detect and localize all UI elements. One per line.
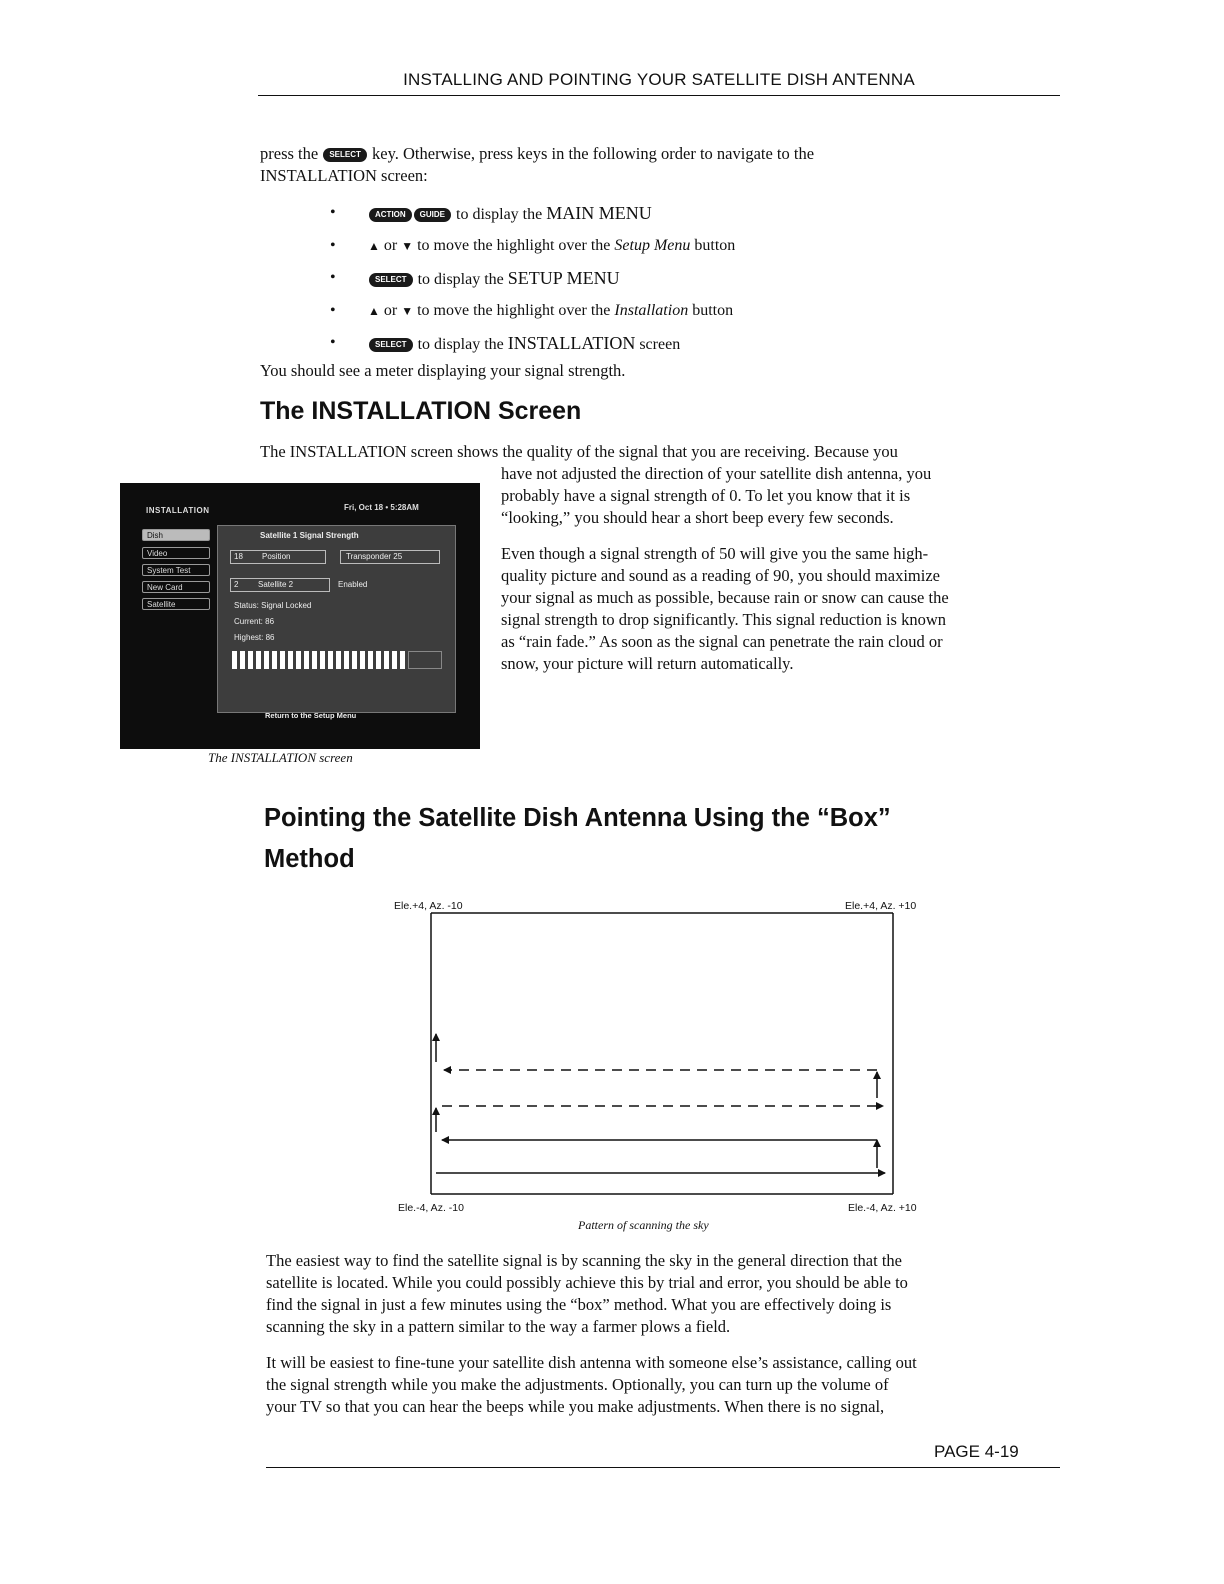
paragraph-line: have not adjusted the direction of your satellite dish antenna, you [501, 464, 932, 483]
installation-screen-heading: The INSTALLATION Screen [260, 397, 582, 425]
up-arrow-icon: ▲ [368, 238, 380, 253]
installation-term: INSTALLATION [260, 166, 377, 185]
step-term: INSTALLATION [507, 333, 636, 353]
tv-tab-dish: Dish [142, 529, 210, 541]
tv-signal-meter [232, 651, 440, 669]
box-method-paragraph2 [266, 1352, 1066, 1418]
paragraph-line: your signal as much as possible, because rain or snow can cause the [501, 588, 949, 607]
intro-text-c: screen: [381, 166, 428, 185]
up-arrow-icon: ▲ [368, 303, 380, 318]
tv-tab-video: Video [142, 547, 210, 559]
step-text-end: button [692, 301, 734, 319]
meter-segment [320, 651, 325, 669]
step-item [330, 298, 735, 331]
scan-pattern-diagram [380, 900, 940, 1220]
tv-tab-new-card: New Card [142, 581, 210, 593]
installation-screen-figure [120, 483, 480, 749]
meter-sentence: You should see a meter displaying your signal strength. [260, 361, 626, 380]
tv-current: Current: 86 [234, 617, 275, 626]
step-text: to display the [417, 271, 504, 288]
meter-segment [256, 651, 261, 669]
tv-satellite2-num: 2 [234, 580, 239, 589]
tv-transponder-label: Transponder 25 [346, 552, 403, 561]
diagram-bottom-left-label: Ele.-4, Az. -10 [398, 1202, 464, 1214]
section1-first-line: The INSTALLATION screen shows the quality of the signal that you are receiving. Because you [260, 442, 898, 461]
page-number: PAGE 4-19 [934, 1442, 1019, 1461]
diagram-top-left-label: Ele.+4, Az. -10 [394, 900, 463, 912]
intro-paragraph [260, 143, 1060, 187]
paragraph-line: find the signal in just a few minutes using the “box” method. What you are effectively doing is [266, 1295, 892, 1314]
meter-segment [392, 651, 397, 669]
step-text: to display the [456, 206, 543, 223]
box-method-paragraph1 [266, 1250, 1066, 1338]
header-rule [258, 95, 1060, 96]
paragraph-line: the signal strength while you make the adjustments. Optionally, you can turn up the volume of [266, 1375, 889, 1394]
meter-segment [272, 651, 277, 669]
step-item [330, 330, 735, 363]
intro-text-a: press the [260, 144, 319, 163]
meter-segment [376, 651, 381, 669]
meter-segment [312, 651, 317, 669]
step-item [330, 265, 735, 298]
select-key-icon: SELECT [323, 148, 367, 162]
tv-satellite2-label: Satellite 2 [258, 580, 294, 589]
tv-tab-satellite: Satellite [142, 598, 210, 610]
meter-segment [232, 651, 237, 669]
meter-segment [328, 651, 333, 669]
step-term: MAIN MENU [546, 203, 652, 223]
section1-paragraph1 [501, 463, 1061, 529]
meter-segment [248, 651, 253, 669]
meter-segment [296, 651, 301, 669]
box-method-heading [264, 798, 1084, 880]
tv-date: Fri, Oct 18 • 5:28AM [344, 503, 419, 512]
paragraph-line: It will be easiest to fine-tune your satellite dish antenna with someone else’s assistance, calling out [266, 1353, 917, 1372]
paragraph-line: signal strength to drop significantly. This signal reduction is known [501, 610, 946, 629]
step-or: or [383, 236, 398, 254]
step-term: SETUP MENU [507, 268, 620, 288]
intro-text-b: key. Otherwise, press keys in the following order to navigate to the [372, 144, 815, 163]
tv-panel-header: Satellite 1 Signal Strength [260, 531, 359, 540]
tv-satellite2-value: Enabled [338, 580, 368, 589]
paragraph-line: Even though a signal strength of 50 will give you the same high- [501, 544, 929, 563]
tv-highest: Highest: 86 [234, 633, 275, 642]
step-text: to display the [417, 336, 504, 353]
tv-position-value: 18 [234, 552, 243, 561]
diagram-bottom-right-label: Ele.-4, Az. +10 [848, 1202, 917, 1214]
meter-segment [264, 651, 269, 669]
step-or: or [383, 301, 398, 319]
tv-status: Status: Signal Locked [234, 601, 312, 610]
tv-footer-button: Return to the Setup Menu [265, 711, 357, 720]
step-text-end: screen [639, 336, 681, 353]
step-term: Installation [614, 301, 689, 319]
paragraph-line: snow, your picture will return automatically. [501, 654, 794, 673]
guide-key-icon: GUIDE [414, 208, 451, 222]
running-header: INSTALLING AND POINTING YOUR SATELLITE DISH ANTENNA [403, 70, 915, 89]
paragraph-line: probably have a signal strength of 0. To let you know that it is [501, 486, 911, 505]
meter-segment [352, 651, 357, 669]
meter-segment [384, 651, 389, 669]
diagram-top-right-label: Ele.+4, Az. +10 [845, 900, 917, 912]
meter-segment [280, 651, 285, 669]
meter-segment [344, 651, 349, 669]
step-item [330, 233, 735, 266]
heading-line: Method [264, 845, 355, 873]
tv-position-label: Position [262, 552, 291, 561]
select-key-icon: SELECT [369, 338, 413, 352]
paragraph-line: satellite is located. While you could possibly achieve this by trial and error, you should be able to [266, 1273, 908, 1292]
diagram-caption: Pattern of scanning the sky [578, 1218, 709, 1232]
meter-segment [240, 651, 245, 669]
section1-paragraph2 [501, 543, 1061, 675]
navigation-steps [330, 200, 735, 363]
paragraph-line: your TV so that you can hear the beeps while you make adjustments. When there is no signal, [266, 1397, 885, 1416]
down-arrow-icon: ▼ [401, 238, 414, 253]
paragraph-line: scanning the sky in a pattern similar to the way a farmer plows a field. [266, 1317, 731, 1336]
action-key-icon: ACTION [369, 208, 412, 222]
paragraph-line: “looking,” you should hear a short beep every few seconds. [501, 508, 894, 527]
tv-panel [217, 525, 456, 713]
step-text: to move the highlight over the [417, 301, 611, 319]
step-item [330, 200, 735, 233]
tv-tab-system-test: System Test [142, 564, 210, 576]
heading-line: Pointing the Satellite Dish Antenna Using the “Box” [264, 804, 891, 832]
meter-segment [360, 651, 365, 669]
paragraph-line: The easiest way to find the satellite signal is by scanning the sky in the general direction that the [266, 1251, 902, 1270]
select-key-icon: SELECT [369, 273, 413, 287]
paragraph-line: quality picture and sound as a reading of 90, you should maximize [501, 566, 940, 585]
tv-caption: The INSTALLATION screen [208, 750, 353, 765]
meter-segment [304, 651, 309, 669]
diagram-box [431, 913, 893, 1194]
down-arrow-icon: ▼ [401, 303, 414, 318]
meter-segment [288, 651, 293, 669]
meter-segment [368, 651, 373, 669]
footer-rule [266, 1467, 1060, 1468]
step-term: Setup Menu [614, 236, 691, 254]
meter-empty-area [408, 651, 442, 669]
tv-title: INSTALLATION [146, 506, 210, 515]
meter-segment [336, 651, 341, 669]
step-text: to move the highlight over the [417, 236, 611, 254]
meter-segment [400, 651, 405, 669]
paragraph-line: as “rain fade.” As soon as the signal can penetrate the rain cloud or [501, 632, 943, 651]
step-text-end: button [694, 236, 736, 254]
